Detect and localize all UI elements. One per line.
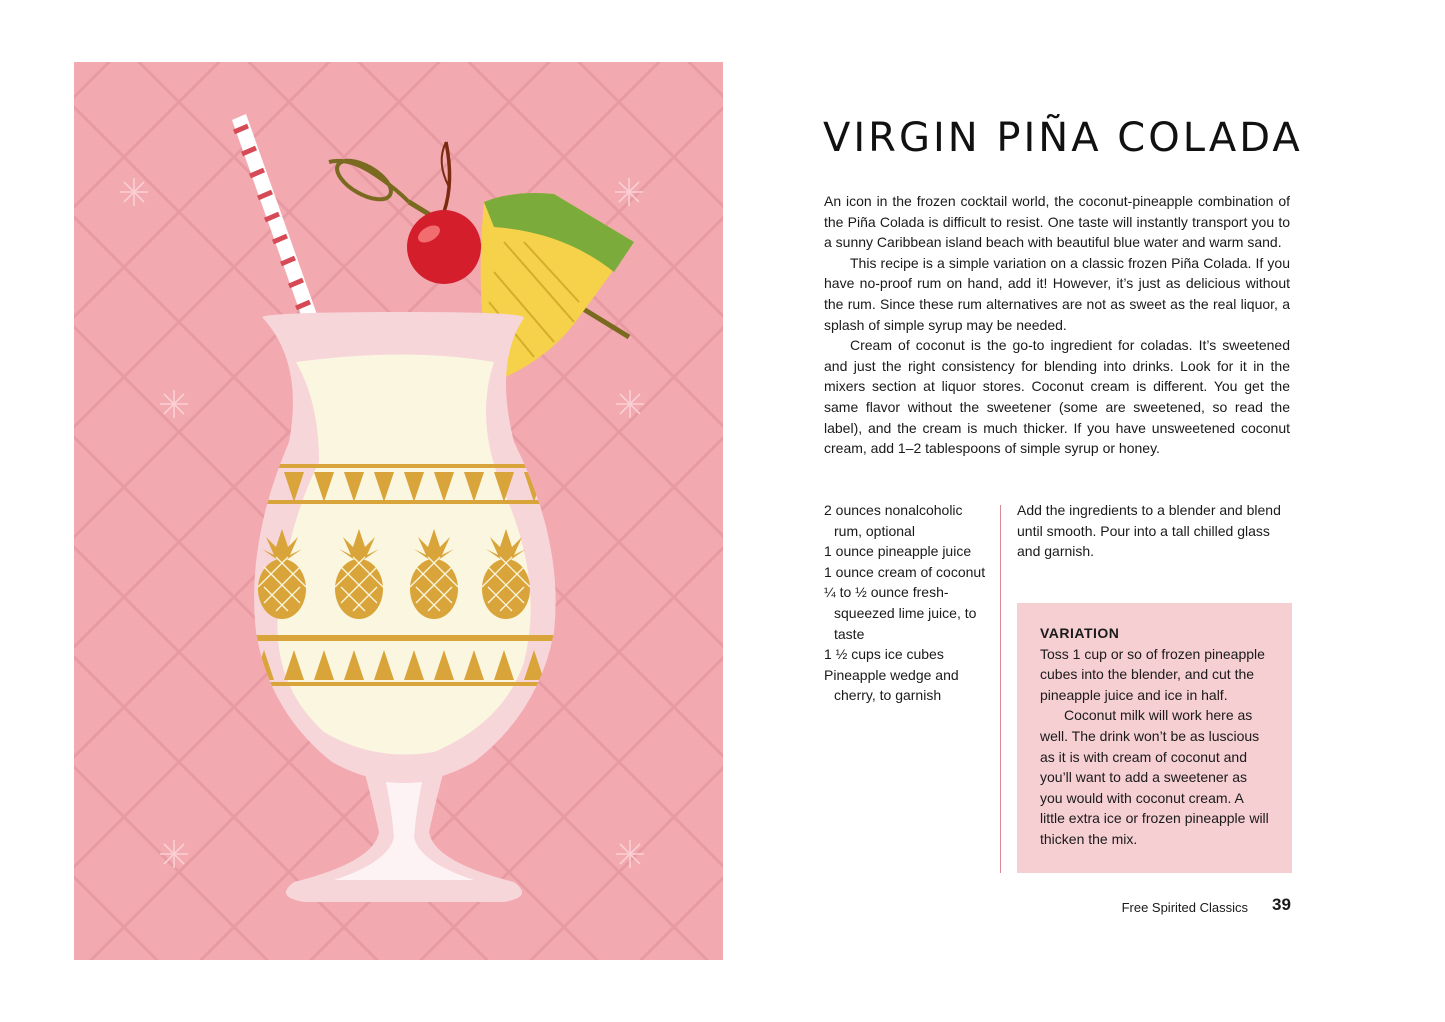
intro-paragraph: Cream of coconut is the go-to ingredient for coladas. It’s sweetened and just the right consistency for blending into drinks. Look for it in the mixers section at liquor stores. Coconut cream is different. You get the same flavor without the sweetener (some are sweetened, so read the label), and the cream is much thicker. If you have unsweetened coconut cream, add 1–2 tablespoons of simple syrup or honey. (824, 337, 1290, 457)
ingredient-item: 1 ounce pineapple juice (824, 543, 972, 560)
variation-box (1017, 603, 1292, 873)
ingredient-item: ¼ to ½ ounce fresh-squeezed lime juice, to taste (824, 584, 977, 642)
running-footer: Free Spirited Classics (1121, 900, 1248, 915)
column-divider (1000, 505, 1001, 873)
page-title: VIRGIN PIÑA COLADA (823, 115, 1303, 161)
method-text: Add the ingredients to a blender and blend until smooth. Pour into a tall chilled glass and garnish. (1017, 502, 1281, 560)
ingredient-item: 2 ounces nonalcoholic rum, optional (824, 502, 963, 539)
variation-paragraph: Toss 1 cup or so of frozen pineapple cubes into the blender, and cut the pineapple juice and ice in half. (1040, 645, 1265, 703)
pina-colada-illustration (74, 62, 723, 960)
ingredient-item: Pineapple wedge and cherry, to garnish (824, 666, 959, 704)
pina-colada-glass-illustration (74, 62, 723, 960)
intro-paragraph: This recipe is a simple variation on a classic frozen Piña Colada. If you have no-proof rum on hand, add it! However, it’s just as delicious without the rum. Since these rum alternatives are not as sweet as the real liquor, a splash of simple syrup may be needed. (824, 254, 1290, 333)
page-number: 39 (1272, 895, 1291, 914)
intro-text (824, 191, 1290, 459)
ingredient-list (824, 500, 992, 706)
ingredient-item: 1 ½ cups ice cubes (824, 646, 944, 663)
intro-paragraph: An icon in the frozen cocktail world, the coconut-pineapple combination of the Piña Colada is difficult to resist. One taste will instantly transport you to a sunny Caribbean island beach with beautiful blue water and warm sand. (824, 193, 1290, 251)
ingredient-item: 1 ounce cream of coconut (824, 563, 986, 580)
variation-heading: VARIATION (1040, 625, 1120, 641)
variation-paragraph: Coconut milk will work here as well. The drink won’t be as luscious as it is with cream of coconut and you’ll want to add a sweetener as you would with coconut cream. A little extra ice or frozen pineapple will thicken the mix. (1040, 707, 1269, 847)
